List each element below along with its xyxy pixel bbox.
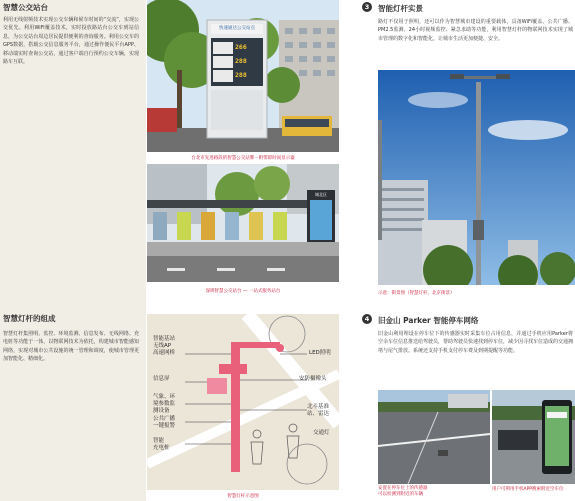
caption-diagram: 智慧灯杆示意图 [227,494,259,499]
parking-title: 旧金山 Parker 智能停车网络 [378,316,479,325]
kiosk-label: 城北区 [315,192,327,197]
parking-text: 旧金山利用埋设在停车位下的传感器实时采集车位占用信息，并通过手机应用Parker将空余车位信息推送给驾驶员，帮助驾驶员快速找到停车位，减少因寻找车位造成的交通拥堵与尾气排放。系统还支持手机支付停车费及到期提醒等功能。 [378,331,573,354]
caption-shenzhen: 深圳智慧公交站台 — 一站式服务站台 [205,289,281,294]
caption-taipei: 台北市先进路段的智慧公交站牌－附带即时间显示器 [191,156,295,161]
arrival-time-1: 266 [235,43,247,51]
smart-lamp-title: 智慧灯杆的组成 [3,314,56,323]
arrival-time-2: 288 [235,57,247,65]
diagram-label-traffic: 交通灯 [313,430,330,436]
parking-sensor-photo [378,390,490,484]
diagram-label-broadcast: 公共广播 一键报警 [153,416,176,429]
diagram-label-wifi: 智能基站 无线AP 高速网桥 [153,336,176,356]
section-number-3: 3 [362,2,372,12]
taipei-bus-stop-photo [147,0,339,152]
shenzhen-bus-shelter-photo [147,164,339,282]
sign-title: 快速通达公交站点 [219,26,255,31]
smart-lamp-diagram [147,314,339,490]
caption-sensor-line2: 可以检测到附近的车辆 [378,492,423,497]
caption-sensor-line1: 安置在停车位上的传感器 [378,486,428,491]
diagram-label-beidou: 北斗基准 站、雷达 [307,404,330,417]
diagram-label-env: 气象、环 境参数监 测设备 [153,394,176,414]
street-lamp-photo [378,70,575,285]
section-number-4: 4 [362,314,372,324]
parking-app-photo [492,390,575,484]
street-lamp-text: 路灯不仅用于照明，还可以作为智慧城市建设的重要载体，具备WiFi覆盖、公共广播、PM2.5监测、24小时视频监控、紧急求助等功能，利用智慧灯杆的物联网技术实现了城市管理的数字化和智能化，让城市生活更加便捷、安全。 [378,19,573,42]
diagram-label-charger: 智能 充电桩 [153,438,170,451]
caption-sensor [378,486,428,498]
caption-street: 示意：街景图（智慧灯杆、北京街景） [378,291,455,296]
bus-station-text: 利用无线射频技术实现公交车辆和候车时间的“交流”，实现公交优先。利用WiFi覆盖技术，实时投放路站台公交车到站信息，为公交站台周边居民提供便利的查询服务。利用公交车的GPS数据，搭载公交信息服务平台，通过操作便民平台APP、移动端实时查询公交站，通过客户端自行预约公交车辆，实现路车互联。 [3,17,139,66]
caption-app: 用户可利用手机APP搜索附近空车位 [492,487,564,492]
diagram-label-led: LED照明 [309,350,331,356]
street-lamp-title: 智能灯杆实景 [378,4,423,13]
arrival-time-3: 288 [235,71,247,79]
diagram-label-camera: 安防摄像头 [299,376,327,382]
bus-station-title: 智慧公交站台 [3,3,48,12]
smart-lamp-text: 智慧灯杆集照明、监控、环境监测、信息发布、无线网络、充电桩等功能于一体，以物联网技术为依托，构建城市智能感知网络，实现对城市公共设施的统一管理和调度，使城市管理更加智能化、精细化。 [3,331,139,363]
diagram-label-display: 信息屏 [153,376,170,382]
